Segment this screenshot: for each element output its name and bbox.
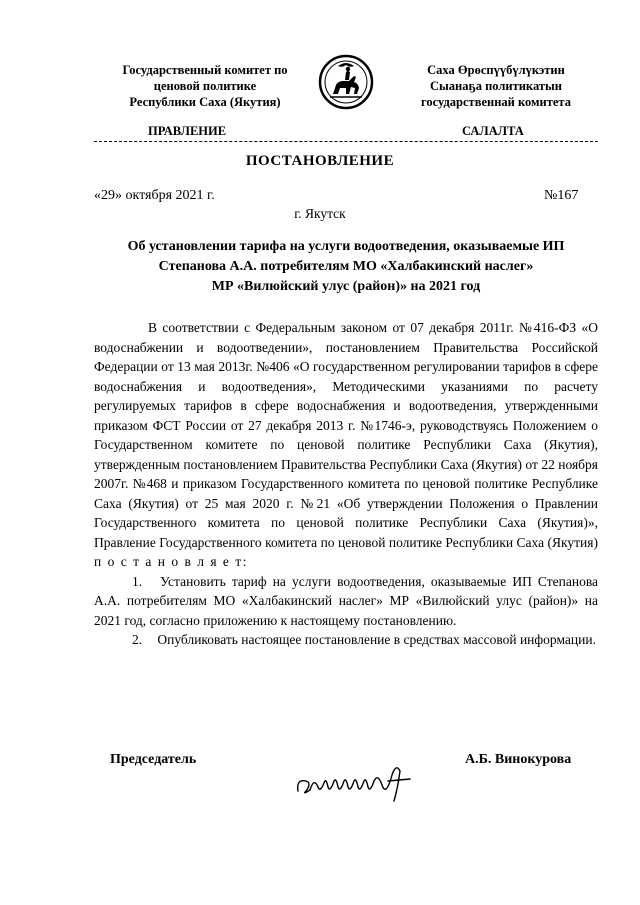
preamble-paragraph [94,318,598,572]
subject-line: Степанова А.А. потребителям МО «Халбакинский наслег» [158,259,534,274]
list-item [94,630,598,650]
item-text: Установить тариф на услуги водоотведения, оказываемые ИП Степанова А.А. потребителям МО «Халбакинский наслег» МР «Вилюйский улус (район)» на 2021 год, согласно приложению к настоящему постановлению. [94,573,599,628]
resolves-text: п о с т а н о в л я е т: [94,554,248,569]
header-left-ru [105,62,305,110]
signatory-position: Председатель [110,752,197,767]
header-left-line: ценовой политике [153,79,257,93]
header-right-line: Саха Өрөспүүбүлүкэтин [427,63,565,77]
item-number: 1. [132,573,143,589]
document-subject [110,237,582,297]
header-divider [94,141,598,142]
document-title: ПОСТАНОВЛЕНИЕ [245,153,395,169]
coat-of-arms-icon [318,54,374,110]
document-city: г. Якутск [294,206,346,221]
header-right-sakha [396,62,596,110]
header-right-line: Сыанаҕа политикатын [430,79,562,93]
header-left-line: Республики Саха (Якутия) [129,95,281,109]
document-number: №167 [544,188,579,203]
subject-line: МР «Вилюйский улус (район)» на 2021 год [211,279,481,294]
subject-line: Об установлении тарифа на услуги водоотведения, оказываемые ИП [127,239,565,254]
board-label-ru: ПРАВЛЕНИЕ [148,124,227,138]
board-label-sakha: САЛАЛТА [462,124,524,138]
item-text: Опубликовать настоящее постановление в средствах массовой информации. [157,632,596,647]
document-body [94,318,598,650]
signatory-name: А.Б. Винокурова [465,752,572,767]
header-right-line: государственнай комитета [421,95,571,109]
document-date: «29» октября 2021 г. [94,188,215,203]
list-item [94,572,598,631]
handwritten-signature [292,757,422,807]
item-number: 2. [132,632,143,647]
preamble-text: В соответствии с Федеральным законом от 07 декабря 2011г. №416-ФЗ «О водоснабжении и водоотведении», постановлением Правительства Российской Федерации от 13 мая 2013г. №406 «О государственном регулировании тарифов в сфере водоснабжения и водоотведения», Методическими указаниями по расчету регулируемых тарифов в сфере водоснабжения и водоотведения, утвержденными приказом ФСТ России от 27 декабря 2013 г. №1746-э, руководствуясь Положением о Государственном комитете по ценовой политике Республики Саха (Якутия), утвержденным постановлением Правительства Республики Саха (Якутия) от 22 ноября 2007г. №468 и приказом Государственного комитета по ценовой политике Республике Саха (Якутия) от 25 мая 2020 г. №21 «Об утверждении Положения о Правлении Государственного комитета по ценовой политике Республики Саха (Якутия)», Правление Государственного комитета по ценовой политике Республики Саха (Якутия) [94,320,598,550]
header-left-line: Государственный комитет по [122,63,288,77]
